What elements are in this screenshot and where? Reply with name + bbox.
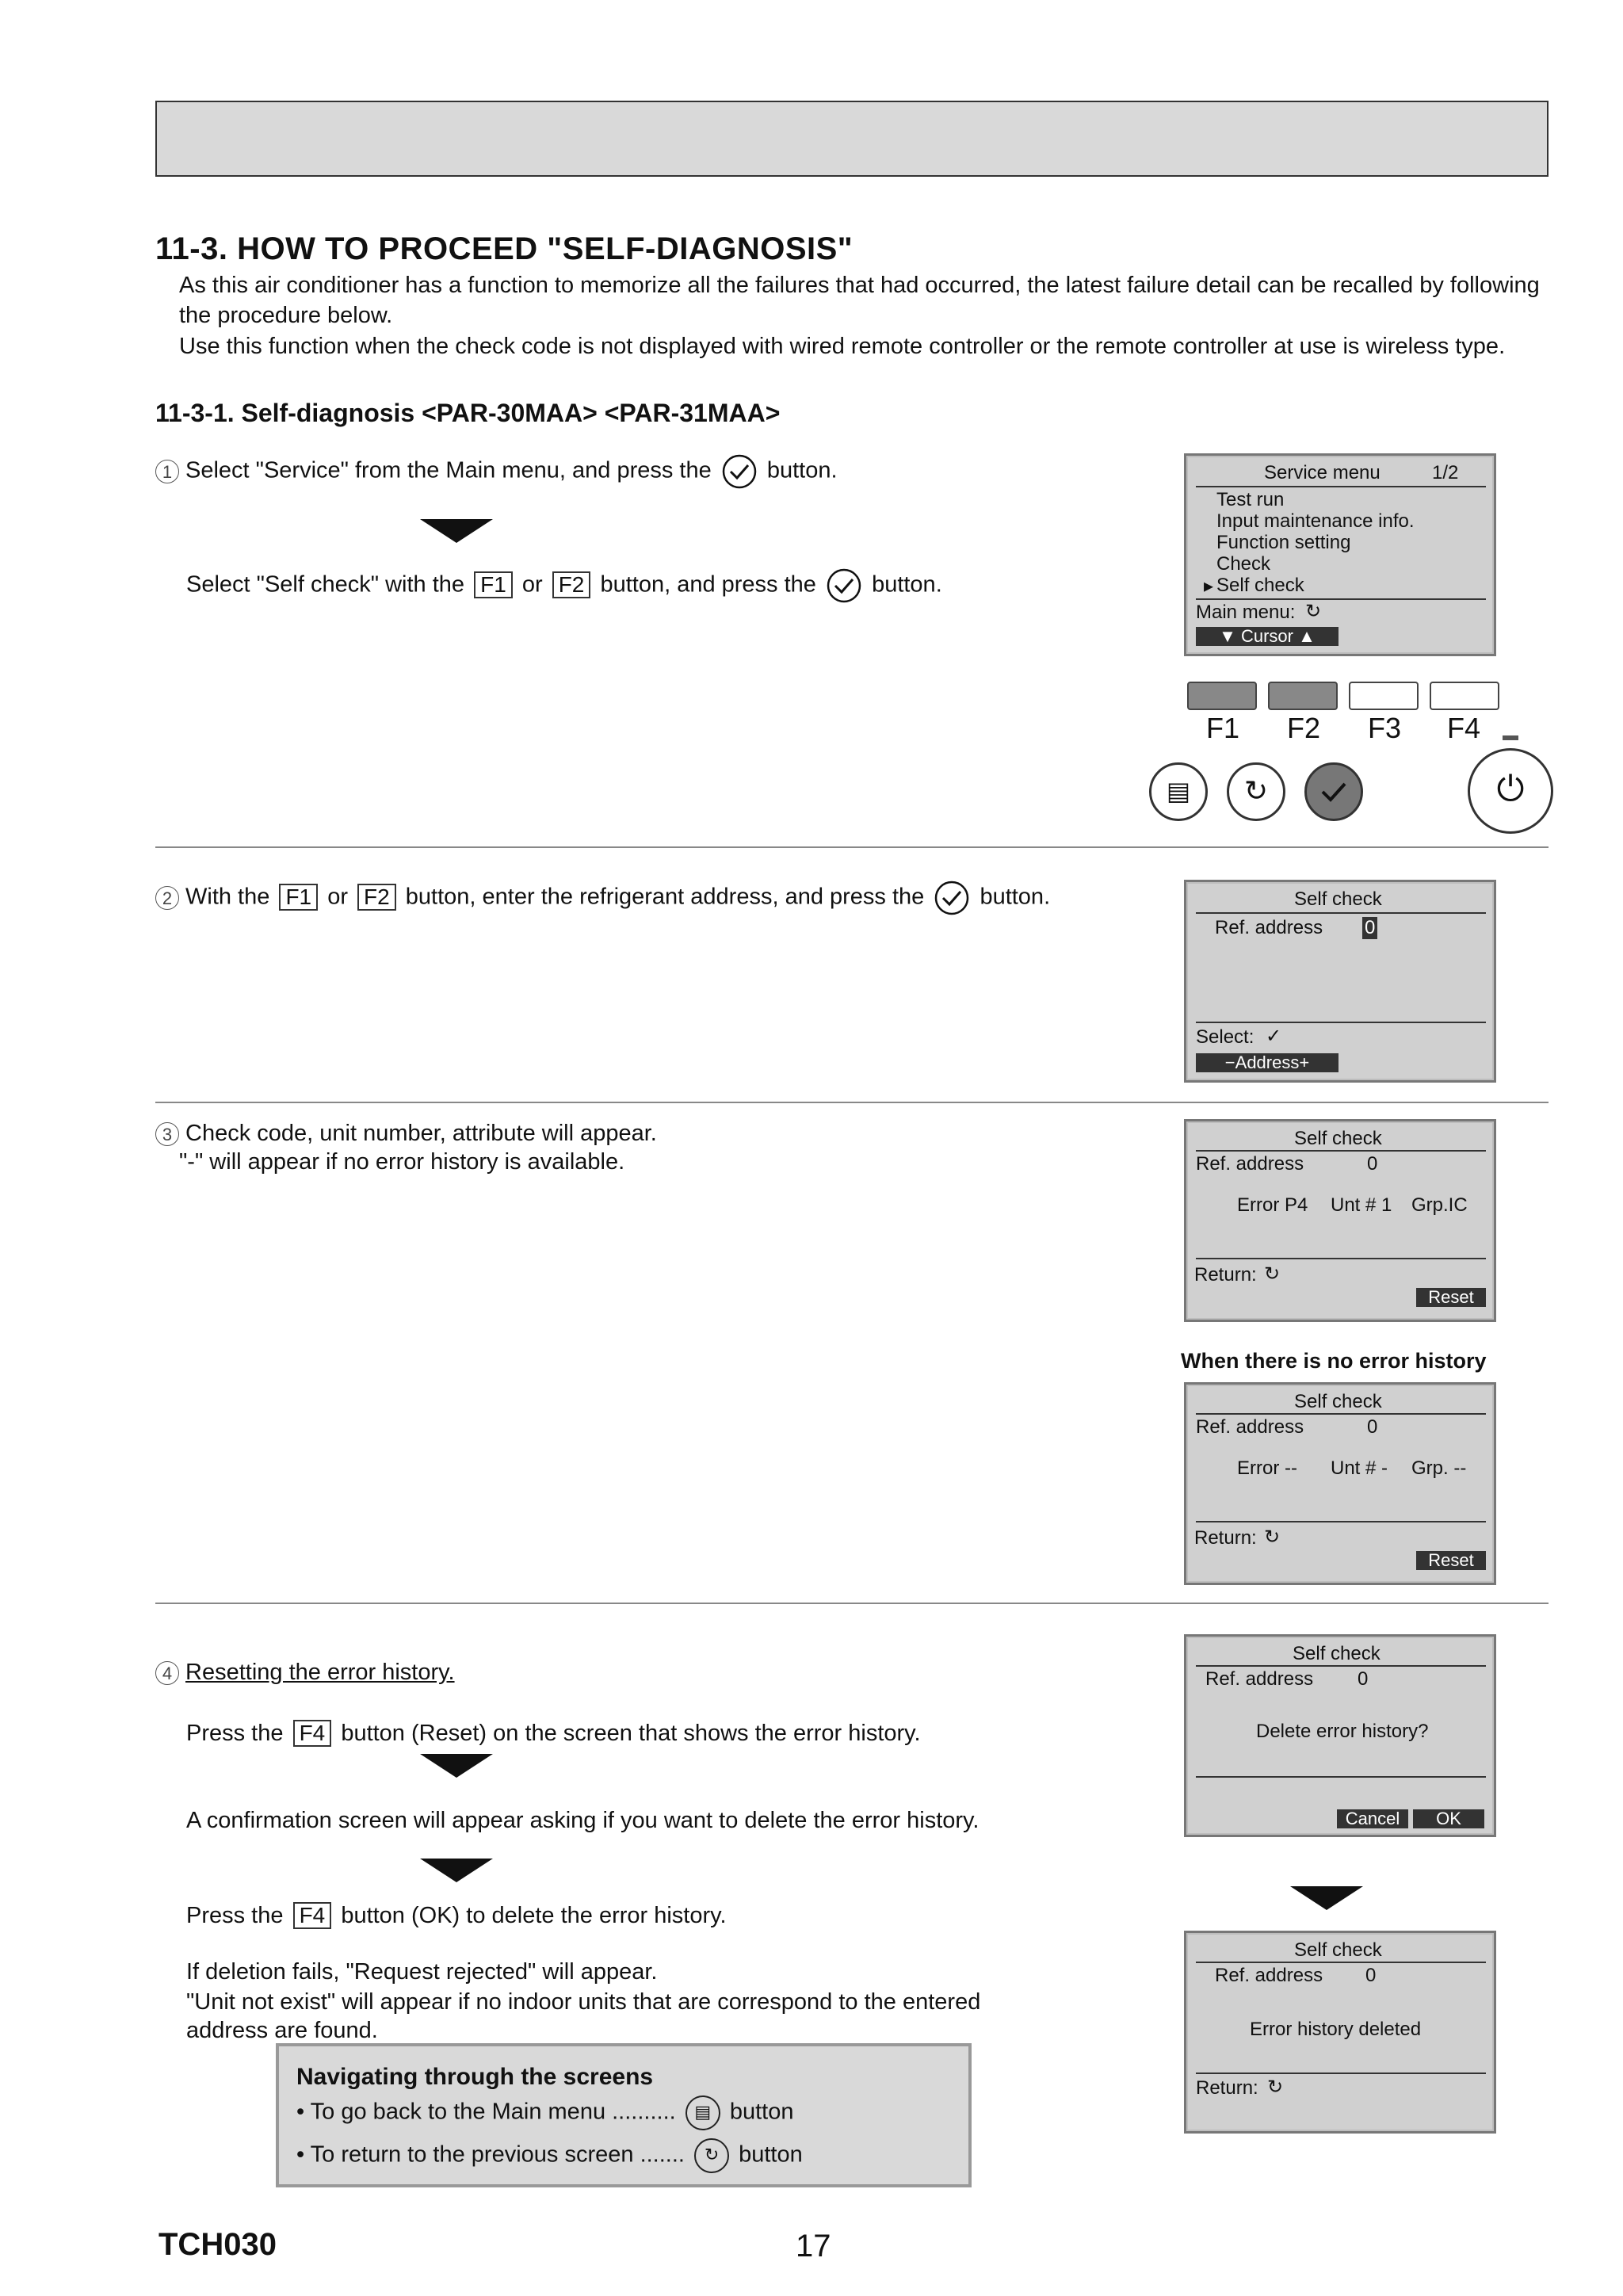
f1-label: F1 (1206, 712, 1240, 744)
down-arrow-icon (420, 1859, 493, 1882)
menu-item-maintenance[interactable]: Input maintenance info. (1216, 510, 1415, 532)
f4-label: F4 (1447, 712, 1481, 744)
menu-icon: ▤ (1166, 777, 1191, 805)
f1-key-label: F1 (474, 571, 513, 598)
document-code: TCH030 (158, 2227, 277, 2262)
step-4-confirmation: A confirmation screen will appear asking if you want to delete the error history. (186, 1808, 980, 1833)
error-code: Error P4 (1237, 1194, 1308, 1216)
step-1b-text: Select "Self check" with the F1 or F2 button, and press the button. (186, 567, 942, 604)
lcd-message: Error history deleted (1250, 2019, 1422, 2040)
f2-label: F2 (1287, 712, 1321, 744)
power-button[interactable] (1468, 748, 1553, 834)
menu-item-self-check[interactable]: Self check (1216, 575, 1304, 596)
f1-button[interactable] (1187, 682, 1257, 710)
f3-button[interactable] (1349, 682, 1419, 710)
lcd-page-indicator: 1/2 (1432, 462, 1459, 483)
lcd-soft-key-bar: ▼ Cursor ▲ (1196, 627, 1338, 646)
f2-button[interactable] (1268, 682, 1338, 710)
lcd-footer: Main menu: (1196, 602, 1296, 623)
reset-soft-key: Reset (1416, 1288, 1486, 1307)
lcd-soft-key-bar: −Address+ (1196, 1053, 1338, 1072)
nav-title: Navigating through the screens (296, 2064, 654, 2090)
f1-key-label: F1 (279, 884, 318, 911)
lcd-title: Self check (1294, 888, 1382, 910)
ref-address-value: 0 (1362, 917, 1377, 939)
lcd-history-deleted (1184, 1931, 1496, 2134)
nav-line-main-menu: • To go back to the Main menu .......... ▤ button (296, 2095, 793, 2130)
lcd-self-check-no-error (1184, 1382, 1496, 1585)
step-3-text: 3 Check code, unit number, attribute will appear. (155, 1121, 657, 1147)
ref-address-label: Ref. address (1205, 1668, 1314, 1690)
indicator-led (1503, 735, 1518, 740)
lcd-title: Self check (1294, 1128, 1382, 1149)
unit-number: Unt # 1 (1331, 1194, 1392, 1216)
menu-icon: ▤ (685, 2095, 720, 2130)
lcd-delete-confirm (1184, 1634, 1496, 1837)
f2-key-label: F2 (552, 571, 591, 598)
cancel-soft-key: Cancel (1337, 1809, 1408, 1828)
lcd-service-menu (1184, 453, 1496, 656)
section-title: 11-3. HOW TO PROCEED "SELF-DIAGNOSIS" (155, 231, 854, 266)
lcd-title: Self check (1294, 1939, 1382, 1961)
step-4-unit-note: "Unit not exist" will appear if no indoor units that are correspond to the entered address are found. (186, 1989, 981, 2043)
ok-soft-key: OK (1413, 1809, 1484, 1828)
return-icon: ↻ (1243, 774, 1269, 807)
f2-key-label: F2 (357, 884, 396, 911)
menu-cursor-icon: ▸ (1204, 575, 1214, 597)
step-number: 2 (155, 886, 179, 910)
header-bar (155, 101, 1549, 177)
return-icon: ↻ (1264, 1526, 1281, 1548)
step-2-text: 2 With the F1 or F2 button, enter the refrigerant address, and press the button. (155, 880, 1050, 916)
return-icon: ↻ (1305, 601, 1322, 622)
lcd-title: Self check (1294, 1391, 1382, 1412)
check-button-icon (826, 567, 862, 604)
ref-address-label: Ref. address (1196, 1416, 1304, 1438)
step-number: 1 (155, 460, 179, 483)
f4-key-label: F4 (293, 1902, 332, 1929)
lcd-footer: Return: (1194, 1264, 1257, 1286)
return-button[interactable] (1227, 762, 1285, 821)
down-arrow-icon (420, 519, 493, 543)
group-attribute: Grp. -- (1411, 1457, 1467, 1479)
ref-address-value: 0 (1358, 1668, 1369, 1690)
return-icon: ↻ (1264, 1263, 1281, 1285)
step-3-note: "-" will appear if no error history is available. (179, 1149, 625, 1175)
check-button-icon (721, 453, 758, 490)
f4-button[interactable] (1430, 682, 1499, 710)
lcd-self-check-error (1184, 1119, 1496, 1322)
navigation-help-box (276, 2043, 972, 2187)
lcd-footer: Select: (1196, 1026, 1254, 1048)
lcd-footer: Return: (1194, 1527, 1257, 1549)
subsection-title: 11-3-1. Self-diagnosis <PAR-30MAA> <PAR-31MAA> (155, 399, 781, 427)
intro-paragraph-1: As this air conditioner has a function to memorize all the failures that had occurred, the latest failure detail can be recalled by following the procedure below. (179, 273, 1540, 328)
step-number: 3 (155, 1122, 179, 1146)
step-number: 4 (155, 1661, 179, 1685)
reset-soft-key: Reset (1416, 1551, 1486, 1570)
ref-address-label: Ref. address (1215, 917, 1323, 938)
menu-item-test-run[interactable]: Test run (1216, 489, 1285, 510)
return-icon: ↻ (1267, 2076, 1284, 2098)
power-icon: ⏻ (1496, 770, 1525, 808)
step-4-title: 4 Resetting the error history. (155, 1660, 455, 1686)
menu-button[interactable] (1149, 762, 1208, 821)
nav-line-previous-screen: • To return to the previous screen ....... ↻ button (296, 2138, 803, 2173)
ref-address-value: 0 (1367, 1153, 1378, 1175)
step-4-reject-note: If deletion fails, "Request rejected" will appear. (186, 1959, 658, 1985)
ref-address-value: 0 (1365, 1965, 1377, 1986)
ref-address-label: Ref. address (1215, 1965, 1323, 1986)
down-arrow-icon (1290, 1886, 1363, 1910)
step-1-text: 1 Select "Service" from the Main menu, and press the button. (155, 453, 838, 490)
step-4-press-ok: Press the F4 button (OK) to delete the error history. (186, 1903, 727, 1928)
lcd-message: Delete error history? (1256, 1721, 1429, 1742)
no-error-caption: When there is no error history (1181, 1349, 1487, 1373)
ref-address-value: 0 (1367, 1416, 1378, 1438)
menu-item-check[interactable]: Check (1216, 553, 1271, 575)
lcd-footer: Return: (1196, 2077, 1258, 2099)
page-number: 17 (796, 2229, 831, 2264)
error-code: Error -- (1237, 1457, 1297, 1479)
step-4-press-reset: Press the F4 button (Reset) on the screen that shows the error history. (186, 1721, 921, 1746)
menu-item-function-setting[interactable]: Function setting (1216, 532, 1351, 553)
f3-label: F3 (1368, 712, 1402, 744)
intro-paragraph-2: Use this function when the check code is not displayed with wired remote controller or the remote controller at use is wireless type. (179, 334, 1506, 359)
group-attribute: Grp.IC (1411, 1194, 1468, 1216)
check-button-icon (934, 880, 970, 916)
return-icon: ↻ (694, 2138, 729, 2173)
check-icon: ✓ (1266, 1026, 1282, 1047)
check-icon (1307, 765, 1361, 819)
lcd-self-check-address (1184, 880, 1496, 1083)
lcd-title: Self check (1293, 1643, 1381, 1664)
unit-number: Unt # - (1331, 1457, 1388, 1479)
lcd-title: Service menu (1264, 462, 1381, 483)
ref-address-label: Ref. address (1196, 1153, 1304, 1175)
down-arrow-icon (420, 1754, 493, 1778)
select-button[interactable] (1304, 762, 1363, 821)
f4-key-label: F4 (293, 1720, 332, 1747)
